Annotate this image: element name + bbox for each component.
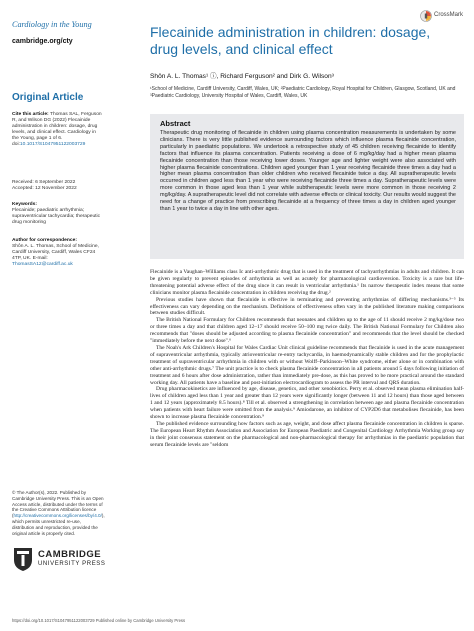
correspondence-label: Author for correspondence: — [12, 238, 77, 243]
shield-icon — [12, 546, 34, 572]
keywords-label: Keywords: — [12, 202, 38, 207]
body-paragraph: Drug pharmacokinetics are influenced by age, disease, genetics, and other xenobiotics. Perry et al. observed mean plasma elimination half-lives of children aged less than 1 year and greater than 12 years were significantly longer (between 11 and 12 hours) than those aged between 1 and 12 years (approximately 8.5 hours).⁸ Till et al. observed a strengthening in correlation between age and plasma flecainide concentration when patients with heart failure were omitted from the analysis.⁹ Amiodarone, an inhibitor of CYP2D6 that metabolises flecainide, has been shown to increase plasma flecainide concentration.⁹ — [150, 386, 464, 421]
crossmark-badge[interactable] — [420, 9, 470, 23]
license-link[interactable]: http://creativecommons.org/licenses/by/4.0/ — [13, 513, 102, 519]
article-type: Original Article — [12, 92, 84, 103]
body-paragraph: The British National Formulary for Children recommends that neonates and children up to the age of 11 should receive 2 mg/kg/dose two or three times a day and that children aged 12–17 should receive 50–100 mg twice daily. The British National Formulary for Children also recommends that "doses should be adjusted according to plasma flecainide concentration" and recommends that the level should be checked "immediately before the next dose".⁶ — [150, 317, 464, 345]
crossmark-label: CrossMark — [434, 12, 464, 18]
journal-name: Cardiology in the Young — [12, 20, 92, 29]
keywords-block — [12, 202, 104, 226]
citation-label: Cite this article: — [12, 112, 49, 117]
body-paragraph: Previous studies have shown that flecainide is effective in terminating and preventing arrhythmias of differing mechanisms.³⁻⁵ Its effectiveness can vary depending on the mechanism. Definitions of effectiveness often vary in the published literature making comparisons between studies difficult. — [150, 296, 464, 317]
doi-footer[interactable]: https://doi.org/10.1017/S1047951122003729 Published online by Cambridge University Press — [12, 618, 186, 623]
body-paragraph: Flecainide is a Vaughan–Williams class Ic anti-arrhythmic drug that is used in the treatment of tachyarrhythmias in adults and children. It can be given regularly to prevent episodes of arrhythmia as well as acutely for pharmacological cardioversion. Toxicity is a rare but life-threatening potential adverse effect of the drug since it can result in ventricular arrhythmia.¹ Its narrow therapeutic index means that some clinicians monitor plasma flecainide concentration in children receiving the drug.² — [150, 269, 464, 296]
publisher-line-1: CAMBRIDGE — [38, 549, 102, 560]
publisher-line-2: UNIVERSITY PRESS — [38, 561, 106, 567]
body-paragraph: The Noah's Ark Children's Hospital for Wales Cardiac Unit clinical guideline recommends that flecainide is used in the acute management of supraventricular arrhythmia, typically atrioventricular re-entry tachycardia, in haemodynamically stable children and for the prophylactic treatment of supraventricular arrhythmia in children with or without Wolff–Parkinson–White syndrome, either alone or in combination with other anti-arrhythmic drugs.⁷ The unit practice is to check plasma flecainide concentration in all patients around 5 days following initiation of treatment and 6 hours after dose administration, rather than immediately pre-dose, as this has proved to be more practical around the standard working day. All patients have a baseline and post-initiation electrocardiogram to assess the PR interval and QRS duration. — [150, 344, 464, 386]
correspondence-block — [12, 238, 104, 268]
correspondence-text: Shôn A. L. Thomas, School of Medicine, Cardiff University, Cardiff, Wales CF24 4TP, UK. — [12, 244, 99, 262]
affiliations: ¹School of Medicine, Cardiff University, Cardiff, Wales, UK; ²Paediatric Cardiology, Royal Hospital for Children, Glasgow, Scotland, UK and ³Paediatric Cardiology, University Hospital of Wales, Cardiff, Wales, UK — [150, 86, 456, 99]
citation-text: Thomas SAL, Ferguson R, and Wilson DG (2022) Flecainide administration in children: dosage, drug levels, and clinical effect. Cardiology in the Young, page 1 of 6. doi: — [12, 112, 102, 148]
author-list: Shôn A. L. Thomas¹ ⓘ, Richard Ferguson² and Dirk G. Wilson³ — [150, 73, 334, 80]
license-text: © The Author(s), 2022. Published by Cambridge University Press. This is an Open Access article, distributed under the terms of the Creative Commons Attribution licence ( — [12, 490, 104, 519]
email-label: E-mail: — [32, 256, 48, 262]
body-paragraph: The published evidence surrounding how factors such as age, weight, and dose affect plasma flecainide concentration in children is sparse. The European Heart Rhythm Association and Association for European Paediatric and Congenital Cardiology Arrhythmia Working group say in their joint consensus statement on the pharmacological and non-pharmacological therapy for arrhythmias in the paediatric population that serum flecainide levels are "seldom — [150, 420, 464, 448]
abstract-heading: Abstract — [160, 119, 191, 128]
citation-block — [12, 112, 104, 149]
journal-url[interactable]: cambridge.org/cty — [12, 38, 73, 45]
crossmark-icon — [420, 10, 432, 22]
article-title: Flecainide administration in children: dosage, drug levels, and clinical effect — [150, 24, 431, 57]
citation-doi-link[interactable]: 10.1017/S1047951122003729 — [19, 142, 86, 148]
accepted-date: Accepted: 12 November 2022 — [12, 186, 77, 192]
body-text — [150, 269, 464, 449]
cambridge-logo — [12, 546, 122, 572]
abstract-box — [150, 114, 464, 259]
keywords-text: Flecainide; paediatric arrhythmia; supraventricular tachycardia; therapeutic drug monitoring — [12, 208, 101, 226]
license-block — [12, 490, 104, 536]
license-text-2: ), which permits unrestricted re-use, distribution and reproduction, provided the original article is properly cited. — [12, 513, 105, 536]
email-link[interactable]: ThomasSA12@cardiff.ac.uk — [12, 262, 73, 268]
received-date: Received: 6 September 2022 — [12, 180, 76, 185]
dates-block — [12, 180, 104, 192]
abstract-text: Therapeutic drug monitoring of flecainide in children using plasma concentration measurements is undertaken by some clinicians. There is very little published evidence surrounding factors which influence plasma flecainide concentration, particularly in paediatric populations. We undertook a retrospective study of 45 children receiving flecainide to identify factors that influence its plasma concentration. Patients receiving a dose of 6 mg/kg/day had a higher mean plasma flecainide concentration than those receiving lower doses. Younger age and lighter weight were also associated with higher plasma flecainide concentrations. Children aged younger than 1 year receiving flecainide three times a day had a higher mean plasma concentration than older children who received flecainide twice a day. All supratherapeutic levels occurred in children aged less than 1 year who were receiving flecainide three times a day. Supratherapeutic levels were more common in those aged less than 1 year while subtherapeutic levels were more common in those receiving 2 mg/kg/day. A supratherapeutic level did not correlate with adverse effects or clinical toxicity. Our results would suggest the need for a change of practice from prescribing flecainide at a frequency of three times a day in children aged younger than 1 year to twice a day in line with other ages. — [160, 130, 456, 212]
